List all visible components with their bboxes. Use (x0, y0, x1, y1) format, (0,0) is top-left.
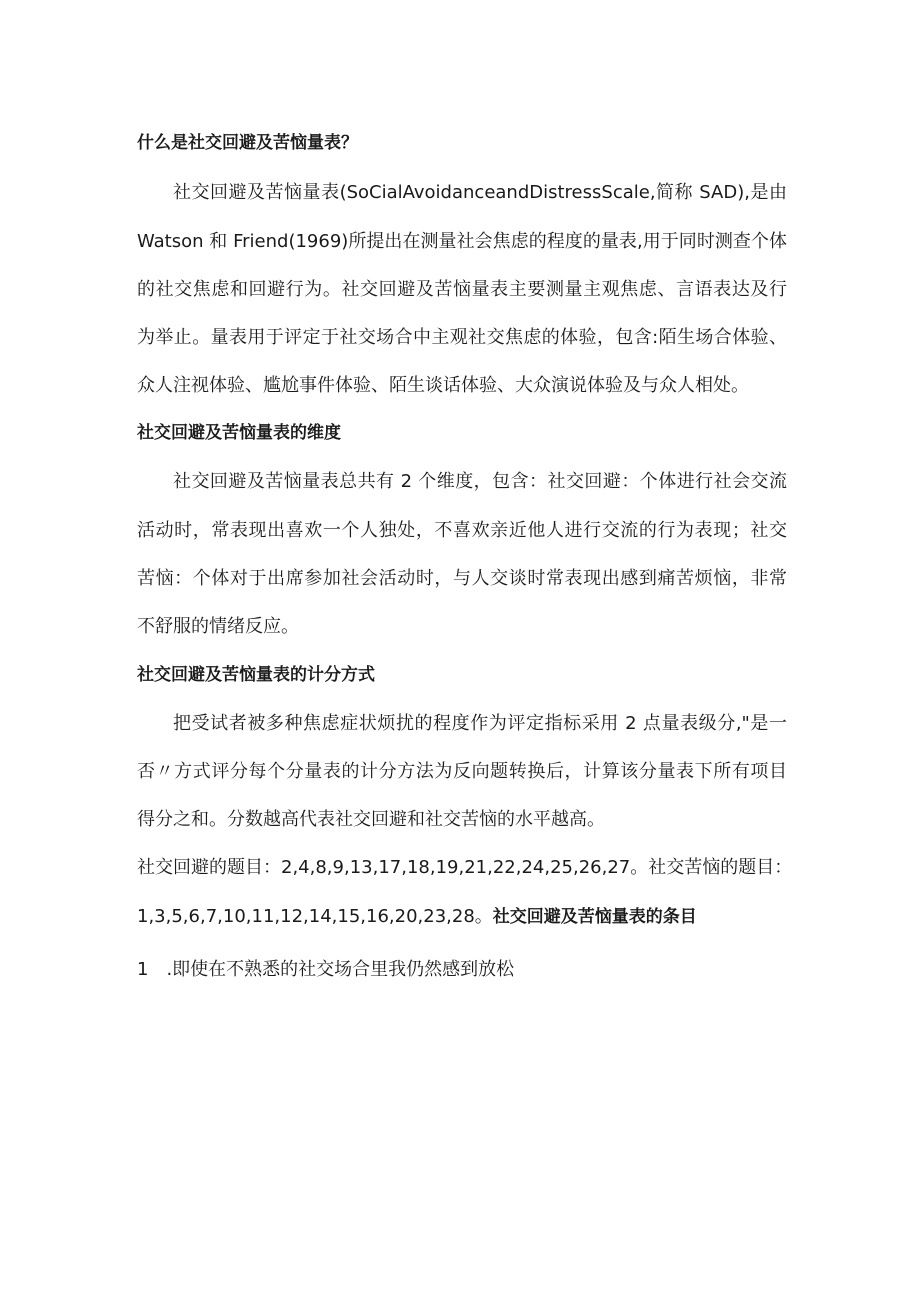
scoring-line-3: 得分之和。分数越高代表社交回避和社交苦恼的水平越高。 (137, 809, 605, 830)
intro-line-5: 众人注视体验、尴尬事件体验、陌生谈话体验、大众演说体验及与众人相处。 (137, 375, 749, 396)
item-1: 1 .即使在不熟悉的社交场合里我仍然感到放松 (137, 959, 515, 980)
distress-items-line (137, 904, 787, 930)
intro-line-2: Watson 和 Friend(1969)所提出在测量社会焦虑的程度的量表,用于同时测查个体 (137, 231, 787, 252)
heading-dimensions: 社交回避及苦恼量表的维度 (137, 423, 341, 443)
avoidance-items-line: 社交回避的题目：2,4,8,9,13,17,18,19,21,22,24,25,26,27。社交苦恼的题目： (137, 857, 793, 878)
distress-items-numbers: 1,3,5,6,7,10,11,12,14,15,16,20,23,28。 (137, 906, 493, 927)
scoring-line-1: 把受试者被多种焦虑症状烦扰的程度作为评定指标采用 2 点量表级分,"是一 (173, 713, 787, 734)
dimension-line-2: 活动时，常表现出喜欢一个人独处，不喜欢亲近他人进行交流的行为表现；社交 (137, 520, 787, 541)
intro-line-3: 的社交焦虑和回避行为。社交回避及苦恼量表主要测量主观焦虑、言语表达及行 (137, 279, 787, 300)
intro-line-1: 社交回避及苦恼量表(SoCialAvoidanceandDistressScale,简称 SAD),是由 (173, 182, 787, 203)
dimension-line-3: 苦恼：个体对于出席参加社会活动时，与人交谈时常表现出感到痛苦烦恼，非常 (137, 568, 787, 589)
scoring-line-2: 否〃方式评分每个分量表的计分方法为反向题转换后，计算该分量表下所有项目 (137, 761, 787, 782)
heading-what-is: 什么是社交回避及苦恼量表？ (137, 133, 358, 153)
heading-items: 社交回避及苦恼量表的条目 (492, 907, 697, 927)
intro-line-4: 为举止。量表用于评定于社交场合中主观社交焦虑的体验，包含:陌生场合体验、 (137, 327, 787, 348)
dimension-line-1: 社交回避及苦恼量表总共有 2 个维度，包含：社交回避：个体进行社会交流 (173, 471, 787, 492)
dimension-line-4: 不舒服的情绪反应。 (137, 616, 299, 637)
heading-scoring: 社交回避及苦恼量表的计分方式 (137, 665, 375, 685)
